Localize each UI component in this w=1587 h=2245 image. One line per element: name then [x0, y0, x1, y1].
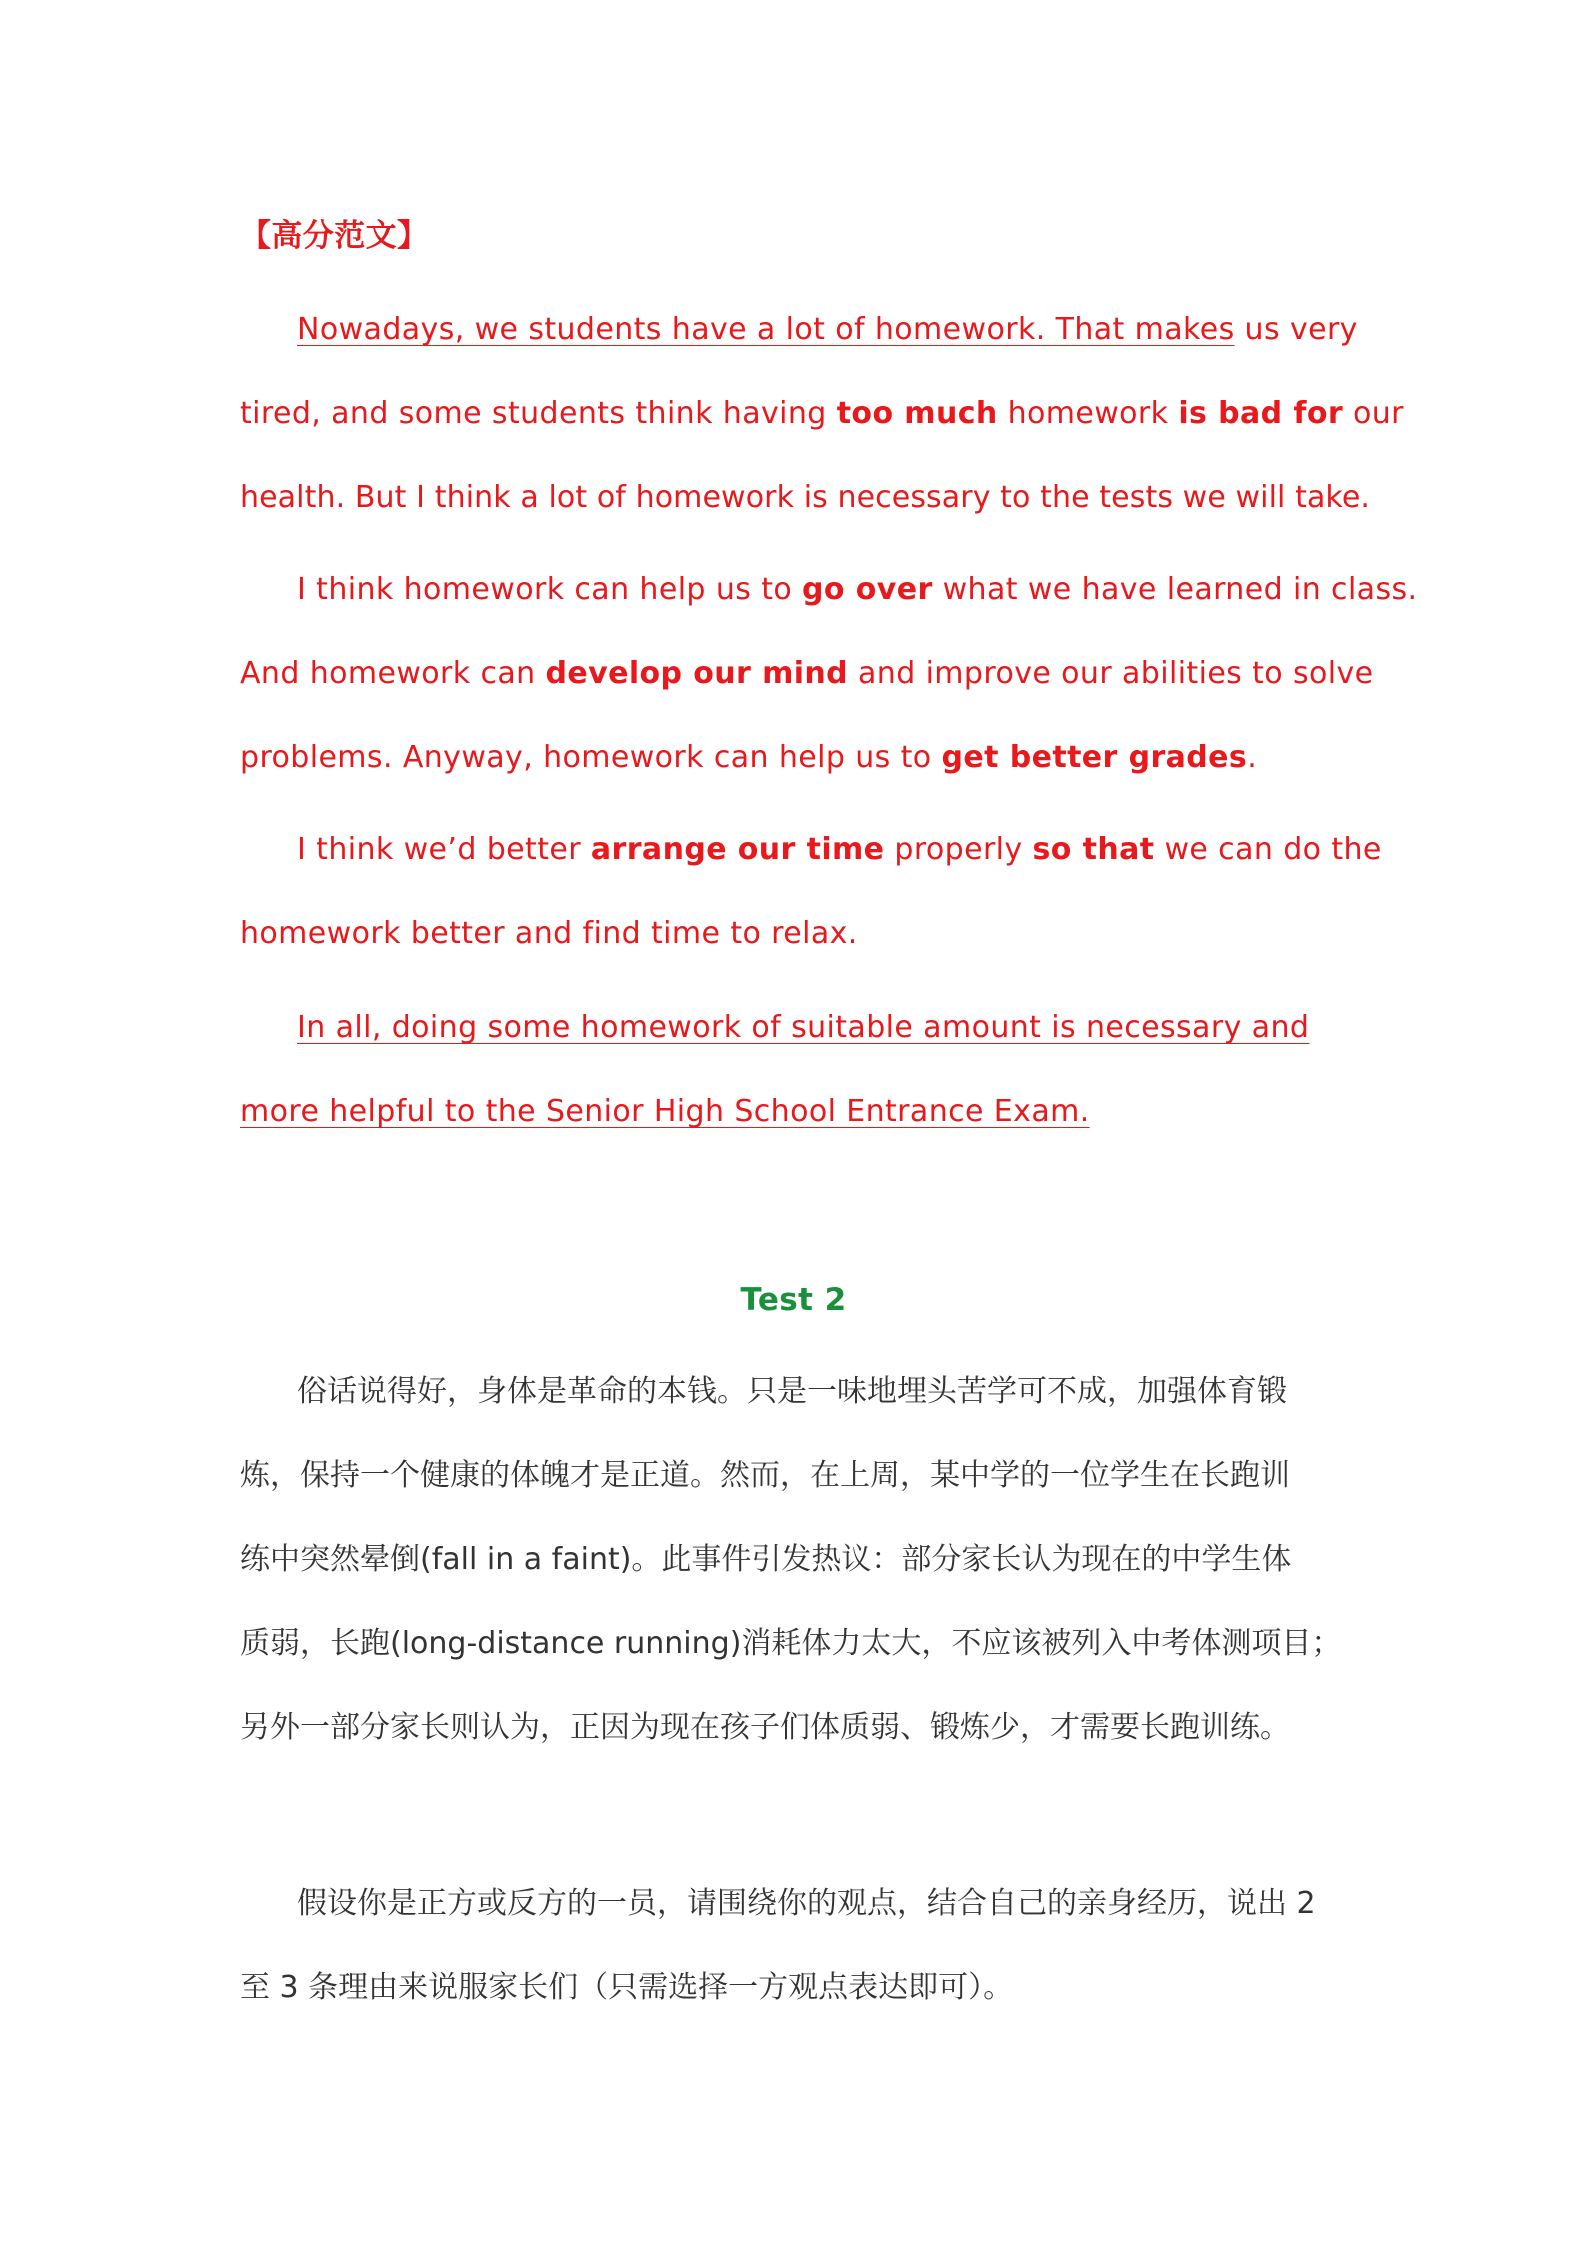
essay-p1-line2 — [240, 394, 1404, 434]
test2-para1-line2: 炼，保持一个健康的体魄才是正道。然而，在上周，某中学的一位学生在长跑训 — [240, 1458, 1290, 1493]
bold-phrase: too much — [836, 396, 998, 431]
test2-para1-line1: 俗话说得好，身体是革命的本钱。只是一味地埋头苦学可不成，加强体育锻 — [297, 1374, 1287, 1409]
essay-p2-line2 — [240, 654, 1374, 694]
essay-p1-line1 — [297, 310, 1358, 350]
test2-para1-line3: 练中突然晕倒(fall in a faint)。此事件引发热议：部分家长认为现在的中学生体 — [240, 1542, 1292, 1577]
text-run: homework — [997, 396, 1179, 431]
bold-phrase: so that — [1032, 832, 1155, 867]
text-run: . — [1247, 740, 1258, 775]
essay-heading: 【高分范文】 — [240, 218, 429, 254]
test2-para1-line5: 另外一部分家长则认为，正因为现在孩子们体质弱、锻炼少，才需要长跑训练。 — [240, 1710, 1290, 1745]
text-run: I think we’d better — [297, 832, 591, 867]
text-run: problems. Anyway, homework can help us to — [240, 740, 942, 775]
test2-title: Test 2 — [740, 1282, 847, 1318]
bold-phrase: arrange our time — [590, 832, 885, 867]
essay-p2-line1 — [297, 570, 1417, 610]
text-run: our — [1343, 396, 1404, 431]
text-run: I think homework can help us to — [297, 572, 803, 607]
text-run: tired, and some students think having — [240, 396, 837, 431]
essay-p1-line3: health. But I think a lot of homework is necessary to the tests we will take. — [240, 480, 1371, 515]
text-run: us very — [1234, 312, 1358, 347]
test2-para1-line4: 质弱，长跑(long-distance running)消耗体力太大，不应该被列入中考体测项目； — [240, 1626, 1342, 1661]
bold-phrase: go over — [802, 572, 933, 607]
essay-p3-line1 — [297, 830, 1382, 870]
underlined-text: more helpful to the Senior High School Entrance Exam. — [240, 1094, 1090, 1129]
underlined-text: In all, doing some homework of suitable amount is necessary and — [297, 1010, 1310, 1045]
bold-phrase: is bad for — [1178, 396, 1344, 431]
underlined-text: Nowadays, we students have a lot of homework. That makes — [297, 312, 1235, 347]
text-run: And homework can — [240, 656, 546, 691]
essay-p4-line2 — [240, 1092, 1090, 1132]
text-run: what we have learned in class. — [932, 572, 1418, 607]
test2-para2-line1: 假设你是正方或反方的一员，请围绕你的观点，结合自己的亲身经历，说出 2 — [297, 1886, 1316, 1921]
essay-p4-line1 — [297, 1008, 1309, 1048]
test2-para2-line2: 至 3 条理由来说服家长们（只需选择一方观点表达即可）。 — [240, 1970, 1014, 2005]
bold-phrase: get better grades — [941, 740, 1248, 775]
essay-p3-line2: homework better and find time to relax. — [240, 916, 858, 951]
text-run: and improve our abilities to solve — [848, 656, 1374, 691]
text-run: properly — [884, 832, 1033, 867]
text-run: we can do the — [1154, 832, 1382, 867]
essay-p2-line3 — [240, 738, 1257, 778]
bold-phrase: develop our mind — [545, 656, 849, 691]
